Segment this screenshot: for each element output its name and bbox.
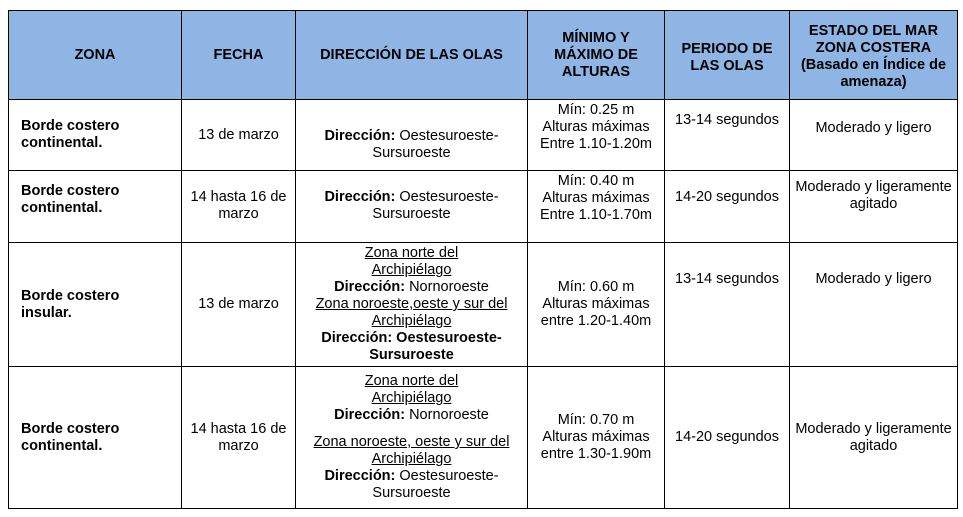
periodo-cell: 13-14 segundos bbox=[665, 100, 790, 171]
direccion-cell: Zona norte del Archipiélago Dirección: Nornoroeste Zona noroeste, oeste y sur del Archipiélago Dirección: Oestesuroeste- Sursuroeste bbox=[296, 367, 528, 509]
estado-cell: Moderado y ligeramente agitado bbox=[790, 171, 958, 243]
fecha-cell: 13 de marzo bbox=[182, 243, 296, 367]
alturas-cell: Mín: 0.70 m Alturas máximas entre 1.30-1.90m bbox=[528, 367, 665, 509]
forecast-table-container bbox=[8, 10, 958, 509]
table-row bbox=[9, 367, 958, 509]
zona-cell: Borde costero continental. bbox=[9, 171, 182, 243]
table-row bbox=[9, 100, 958, 171]
header-estado: ESTADO DEL MAR ZONA COSTERA (Basado en Índice de amenaza) bbox=[790, 11, 958, 100]
alturas-cell: Mín: 0.25 m Alturas máximas Entre 1.10-1.20m bbox=[528, 100, 665, 171]
table-row bbox=[9, 243, 958, 367]
alturas-cell: Mín: 0.40 m Alturas máximas Entre 1.10-1.70m bbox=[528, 171, 665, 243]
alturas-cell: Mín: 0.60 m Alturas máximas entre 1.20-1.40m bbox=[528, 243, 665, 367]
direccion-cell: Zona norte del Archipiélago Dirección: Nornoroeste Zona noroeste,oeste y sur del Archipiélago Dirección: Oestesuroeste- Sursuroeste bbox=[296, 243, 528, 367]
direccion-cell: Dirección: Oestesuroeste- Sursuroeste bbox=[296, 171, 528, 243]
header-zona: ZONA bbox=[9, 11, 182, 100]
estado-cell: Moderado y ligero bbox=[790, 243, 958, 367]
header-direccion: DIRECCIÓN DE LAS OLAS bbox=[296, 11, 528, 100]
periodo-cell: 14-20 segundos bbox=[665, 367, 790, 509]
header-alturas: MÍNIMO Y MÁXIMO DE ALTURAS bbox=[528, 11, 665, 100]
estado-cell: Moderado y ligero bbox=[790, 100, 958, 171]
header-fecha: FECHA bbox=[182, 11, 296, 100]
zona-cell: Borde costero continental. bbox=[9, 367, 182, 509]
zona-cell: Borde costero insular. bbox=[9, 243, 182, 367]
fecha-cell: 13 de marzo bbox=[182, 100, 296, 171]
fecha-cell: 14 hasta 16 de marzo bbox=[182, 367, 296, 509]
zona-cell: Borde costero continental. bbox=[9, 100, 182, 171]
fecha-cell: 14 hasta 16 de marzo bbox=[182, 171, 296, 243]
periodo-cell: 13-14 segundos bbox=[665, 243, 790, 367]
table-row bbox=[9, 171, 958, 243]
header-row bbox=[9, 11, 958, 100]
header-periodo: PERIODO DE LAS OLAS bbox=[665, 11, 790, 100]
periodo-cell: 14-20 segundos bbox=[665, 171, 790, 243]
direccion-cell: Dirección: Oestesuroeste- Sursuroeste bbox=[296, 100, 528, 171]
wave-forecast-table bbox=[8, 10, 958, 509]
estado-cell: Moderado y ligeramente agitado bbox=[790, 367, 958, 509]
